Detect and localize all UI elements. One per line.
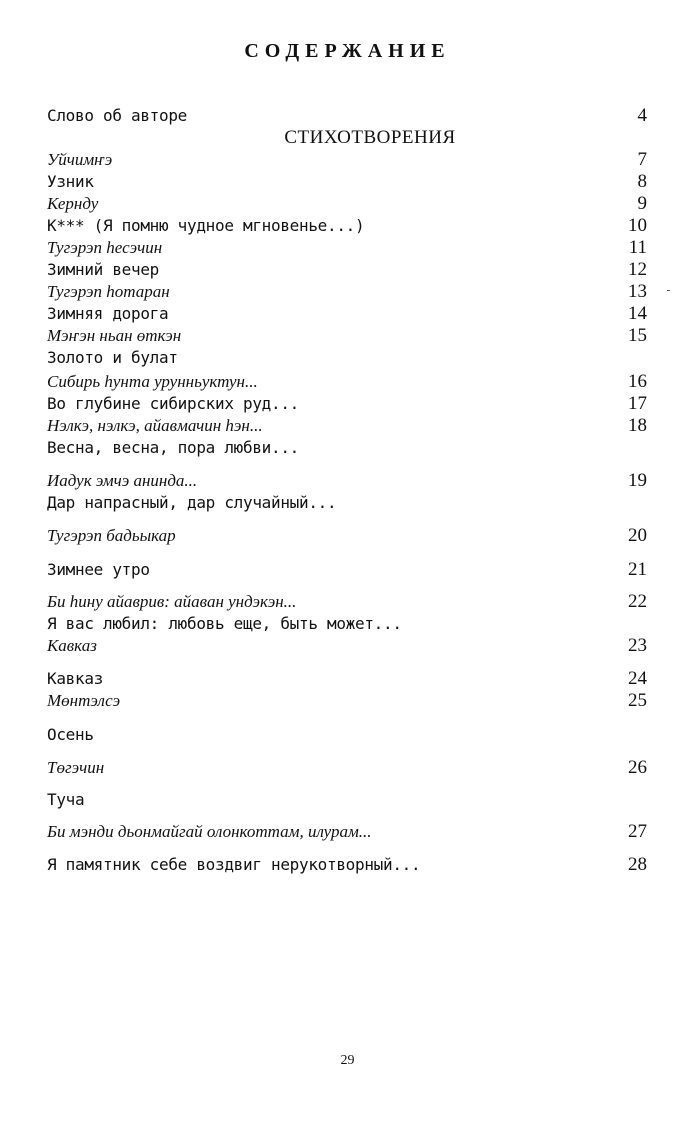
print-speck (667, 290, 670, 291)
entry-title: Зимнее утро (47, 560, 150, 579)
toc-entry (47, 470, 647, 492)
entry-page: 28 (628, 854, 647, 875)
entry-title: Золото и булат (47, 348, 178, 367)
entry-title: Кернду (47, 194, 99, 213)
toc-entry (47, 492, 647, 514)
entry-title: Мөнтэлсэ (47, 691, 121, 710)
entry-page: 25 (628, 690, 647, 711)
entry-page: 8 (637, 171, 647, 192)
toc-entry (47, 105, 647, 127)
entry-page: 22 (628, 591, 647, 612)
toc-entry (47, 415, 647, 437)
toc-entry (47, 193, 647, 215)
entry-title: Би һину айаврив: айаван ундэкэн... (47, 592, 297, 611)
toc-entry (47, 303, 647, 325)
entry-title: Слово об авторе (47, 106, 187, 125)
toc-entry (47, 591, 647, 613)
entry-title: Во глубине сибирских руд... (47, 394, 299, 413)
entry-page: 23 (628, 635, 647, 656)
entry-page: 15 (628, 325, 647, 346)
toc-entry (47, 281, 647, 303)
entry-page: 24 (628, 668, 647, 689)
entry-page: 9 (637, 193, 647, 214)
toc-entry (47, 325, 647, 347)
entry-title: Узник (47, 172, 94, 191)
toc-entry (47, 724, 647, 746)
entry-page: 13 (628, 281, 647, 302)
entry-title: Я вас любил: любовь еще, быть может... (47, 614, 402, 633)
entry-page: 10 (628, 215, 647, 236)
entry-page: 19 (628, 470, 647, 491)
entry-title: Иадук эмчэ анинда... (47, 471, 198, 490)
toc-entry (47, 854, 647, 876)
entry-title: Тугэрэп бадьыкар (47, 526, 176, 545)
entry-page: 20 (628, 525, 647, 546)
entry-page: 16 (628, 371, 647, 392)
toc-entry (47, 371, 647, 393)
toc-entry (47, 525, 647, 547)
toc-entry (47, 259, 647, 281)
entry-title: Кавказ (47, 669, 103, 688)
entry-page: 11 (628, 237, 647, 258)
entry-title: Тугэрэп һотаран (47, 282, 170, 301)
toc-entry (47, 635, 647, 657)
toc-entry (47, 559, 647, 581)
toc-entry (47, 215, 647, 237)
toc-entry (47, 757, 647, 779)
entry-page: 21 (628, 559, 647, 580)
entry-page: 7 (637, 149, 647, 170)
toc-entry (47, 393, 647, 415)
toc-entry (47, 690, 647, 712)
entry-title: Кавказ (47, 636, 97, 655)
entry-page: 18 (628, 415, 647, 436)
entry-page: 14 (628, 303, 647, 324)
entry-page: 27 (628, 821, 647, 842)
entry-title: К*** (Я помню чудное мгновенье...) (47, 216, 365, 235)
toc-entry (47, 821, 647, 843)
entry-title: Дар напрасный, дар случайный... (47, 493, 337, 512)
toc-entry (47, 668, 647, 690)
page-title: СОДЕРЖАНИЕ (244, 40, 451, 62)
entry-title: Тугэрэп һесэчин (47, 238, 163, 257)
entry-title: Я памятник себе воздвиг нерукотворный... (47, 855, 421, 874)
toc-entry (47, 171, 647, 193)
entry-title: Би мэнди дьонмайгай олонкоттам, илурам... (47, 822, 372, 841)
entry-title: Зимняя дорога (47, 304, 169, 323)
entry-title: Осень (47, 725, 94, 744)
entry-page: 26 (628, 757, 647, 778)
entry-title: Зимний вечер (47, 260, 159, 279)
entry-title: Нэлкэ, нэлкэ, айавмачин һэн... (47, 416, 263, 435)
entry-page: 4 (637, 105, 647, 126)
toc-entry (47, 613, 647, 635)
page-number: 29 (340, 1053, 355, 1068)
entry-title: Сибирь һунта урунньуктун... (47, 372, 258, 391)
entry-title: Весна, весна, пора любви... (47, 438, 299, 457)
section-heading: СТИХОТВОРЕНИЯ (284, 127, 456, 148)
entry-page: 12 (628, 259, 647, 280)
entry-title: Мэҥэн ньан өткэн (47, 326, 182, 345)
entry-title: Төгэчин (47, 758, 105, 777)
toc-entry (47, 789, 647, 811)
entry-title: Уйчимҥэ (47, 150, 113, 169)
toc-entry (47, 237, 647, 259)
entry-page: 17 (628, 393, 647, 414)
entry-title: Туча (47, 790, 85, 809)
toc-entry (47, 149, 647, 171)
toc-entry (47, 437, 647, 459)
toc-entry (47, 347, 647, 369)
